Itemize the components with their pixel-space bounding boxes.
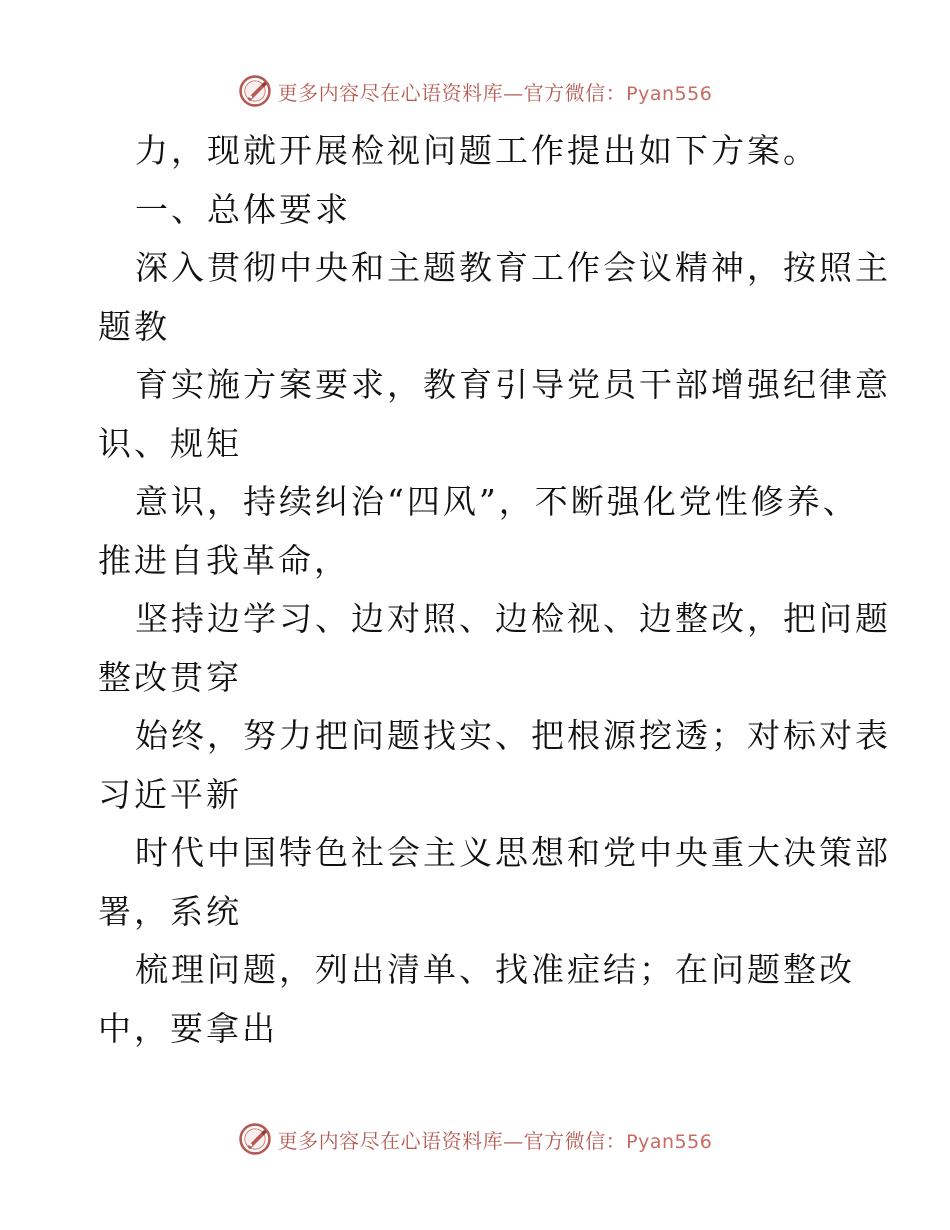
- text-line: 始终，努力把问题找实、把根源挖透；对标对表: [135, 716, 891, 755]
- text-line: 署，系统: [98, 891, 242, 931]
- text-line: 坚持边学习、边对照、边检视、边整改，把问题: [135, 599, 891, 638]
- header-watermark: [0, 71, 950, 111]
- footer-watermark-inner: [238, 1122, 713, 1156]
- header-separator: —: [503, 80, 524, 105]
- text-line: 推进自我革命，: [98, 540, 350, 580]
- text-line: 时代中国特色社会主义思想和党中央重大决策部: [135, 833, 891, 872]
- text-line: 力，现就开展检视问题工作提出如下方案。: [135, 131, 819, 170]
- footer-contact-id: Pyan556: [626, 1130, 713, 1153]
- text-line: 整改贯穿: [98, 657, 242, 697]
- text-line: 意识，持续纠治“四风”，不断强化党性修养、: [135, 482, 859, 521]
- header-brand: 更多内容尽在心语资料库: [277, 80, 504, 105]
- footer-watermark: [0, 1119, 950, 1159]
- section-heading: 一、总体要求: [135, 189, 351, 229]
- footer-watermark-text: [278, 1125, 713, 1154]
- document-body: [98, 122, 891, 1058]
- header-watermark-inner: [238, 74, 713, 108]
- text-line: 梳理问题，列出清单、找准症结；在问题整改: [135, 950, 855, 989]
- header-contact-id: Pyan556: [626, 82, 713, 105]
- text-line: 中，要拿出: [98, 1008, 278, 1048]
- text-line: 育实施方案要求，教育引导党员干部增强纪律意: [135, 365, 891, 404]
- footer-contact-label: 官方微信：: [523, 1128, 627, 1153]
- text-line: 深入贯彻中央和主题教育工作会议精神，按照主: [135, 248, 891, 287]
- footer-separator: —: [503, 1128, 524, 1153]
- text-line: 习近平新: [98, 774, 242, 814]
- header-watermark-text: [278, 77, 713, 106]
- header-contact-label: 官方微信：: [523, 80, 627, 105]
- pen-nib-logo-icon: [238, 1122, 272, 1156]
- text-line: 题教: [98, 306, 170, 346]
- footer-brand: 更多内容尽在心语资料库: [277, 1128, 504, 1153]
- pen-nib-logo-icon: [238, 74, 272, 108]
- text-line: 识、规矩: [98, 423, 242, 463]
